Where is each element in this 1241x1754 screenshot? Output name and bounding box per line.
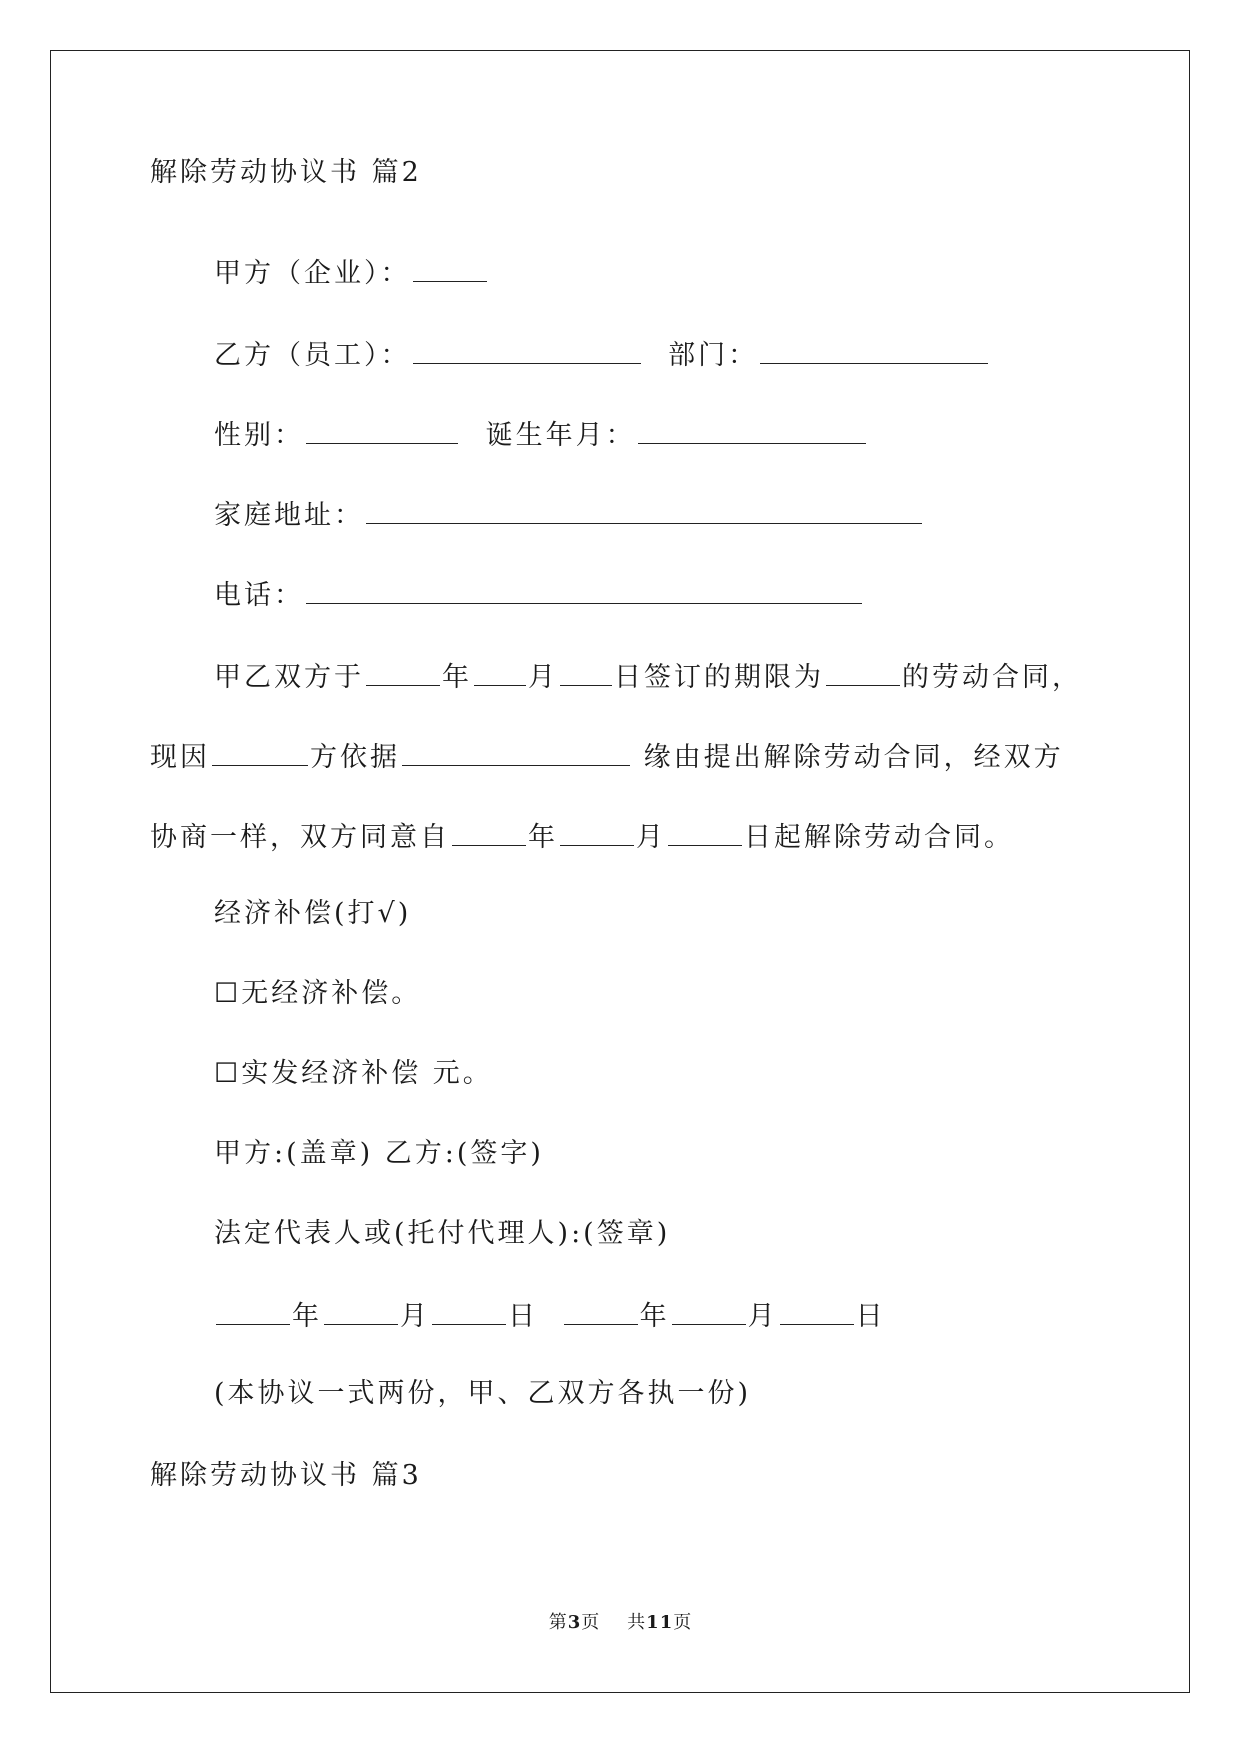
p1-text-e: 的劳动合同， [902, 662, 1082, 693]
p2-party-blank[interactable] [212, 739, 308, 766]
phone-blank[interactable] [306, 577, 862, 604]
p3-month-blank[interactable] [560, 819, 634, 846]
address-blank[interactable] [366, 497, 922, 524]
p3-day-blank[interactable] [668, 819, 742, 846]
date-a-day-label: 日 [508, 1301, 538, 1332]
party-b-blank[interactable] [413, 337, 641, 364]
date-b-year-label: 年 [639, 1301, 670, 1332]
party-b-label: 乙方（员工）： [214, 340, 411, 371]
party-b-line [214, 337, 990, 372]
p2-text-b: 方依据 [310, 742, 400, 773]
p1-day-blank[interactable] [560, 659, 612, 686]
option-paid-compensation[interactable]: ☐实发经济补偿 元。 [214, 1058, 493, 1089]
date-a-month-label: 月 [400, 1301, 430, 1332]
birth-label: 诞生年月： [485, 420, 636, 451]
p3-month-label: 月 [636, 822, 666, 853]
paragraph-line-3 [150, 819, 1014, 854]
party-a-line [214, 255, 489, 290]
section-heading-2: 解除劳动协议书 篇2 [150, 157, 422, 188]
phone-line [214, 577, 864, 612]
representative-line: 法定代表人或(托付代理人):(签章) [214, 1218, 671, 1249]
copies-note: (本协议一式两份，甲、乙双方各执一份) [214, 1378, 752, 1409]
signature-line: 甲方:(盖章) 乙方:(签字) [214, 1138, 544, 1169]
address-line [214, 497, 924, 532]
gender-blank[interactable] [306, 417, 458, 444]
p1-year-label: 年 [442, 662, 472, 693]
footer-prefix: 第 [548, 1612, 568, 1633]
date-b-month-blank[interactable] [672, 1298, 746, 1325]
birth-blank[interactable] [638, 417, 866, 444]
date-b-month-label: 月 [747, 1301, 778, 1332]
phone-label: 电话： [214, 580, 304, 611]
footer-page-number: 3 [567, 1612, 582, 1633]
footer-middle: 页 共 [581, 1612, 647, 1633]
p3-text-d: 日起解除劳动合同。 [744, 822, 1014, 853]
paragraph-line-2 [150, 739, 1064, 774]
date-b-day-blank[interactable] [780, 1298, 854, 1325]
gender-line [214, 417, 868, 452]
paragraph-line-1 [214, 659, 1082, 694]
date-a-month-blank[interactable] [324, 1298, 398, 1325]
p1-month-blank[interactable] [474, 659, 526, 686]
p3-year-blank[interactable] [452, 819, 526, 846]
page-footer [0, 1608, 1241, 1634]
date-a-year-blank[interactable] [216, 1298, 290, 1325]
p1-month-label: 月 [528, 662, 558, 693]
p3-year-label: 年 [528, 822, 558, 853]
department-label: 部门： [668, 340, 759, 371]
date-b-year-blank[interactable] [564, 1298, 638, 1325]
page-border [50, 50, 1190, 1693]
address-label: 家庭地址： [214, 500, 364, 531]
p2-text-a: 现因 [150, 742, 210, 773]
p2-text-c: 缘由提出解除劳动合同，经双方 [643, 742, 1064, 773]
p1-text-a: 甲乙双方于 [214, 662, 364, 693]
option-no-compensation[interactable]: ☐无经济补偿。 [214, 978, 422, 1009]
p1-text-d: 日签订的期限为 [614, 662, 824, 693]
date-a-year-label: 年 [292, 1301, 322, 1332]
date-b-day-label: 日 [855, 1301, 886, 1332]
p1-year-blank[interactable] [366, 659, 440, 686]
party-a-blank[interactable] [413, 255, 487, 282]
date-a-day-blank[interactable] [432, 1298, 506, 1325]
compensation-title: 经济补偿(打√) [214, 898, 412, 929]
p1-term-blank[interactable] [826, 659, 900, 686]
gender-label: 性别： [214, 420, 304, 451]
footer-suffix: 页 [673, 1612, 693, 1633]
p3-text-a: 协商一样，双方同意自 [150, 822, 450, 853]
date-row [214, 1298, 886, 1333]
department-blank[interactable] [760, 337, 988, 364]
section-heading-3: 解除劳动协议书 篇3 [150, 1460, 422, 1491]
party-a-label: 甲方（企业）： [214, 258, 411, 289]
footer-total-pages: 11 [646, 1612, 674, 1633]
p2-reason-blank[interactable] [402, 739, 630, 766]
